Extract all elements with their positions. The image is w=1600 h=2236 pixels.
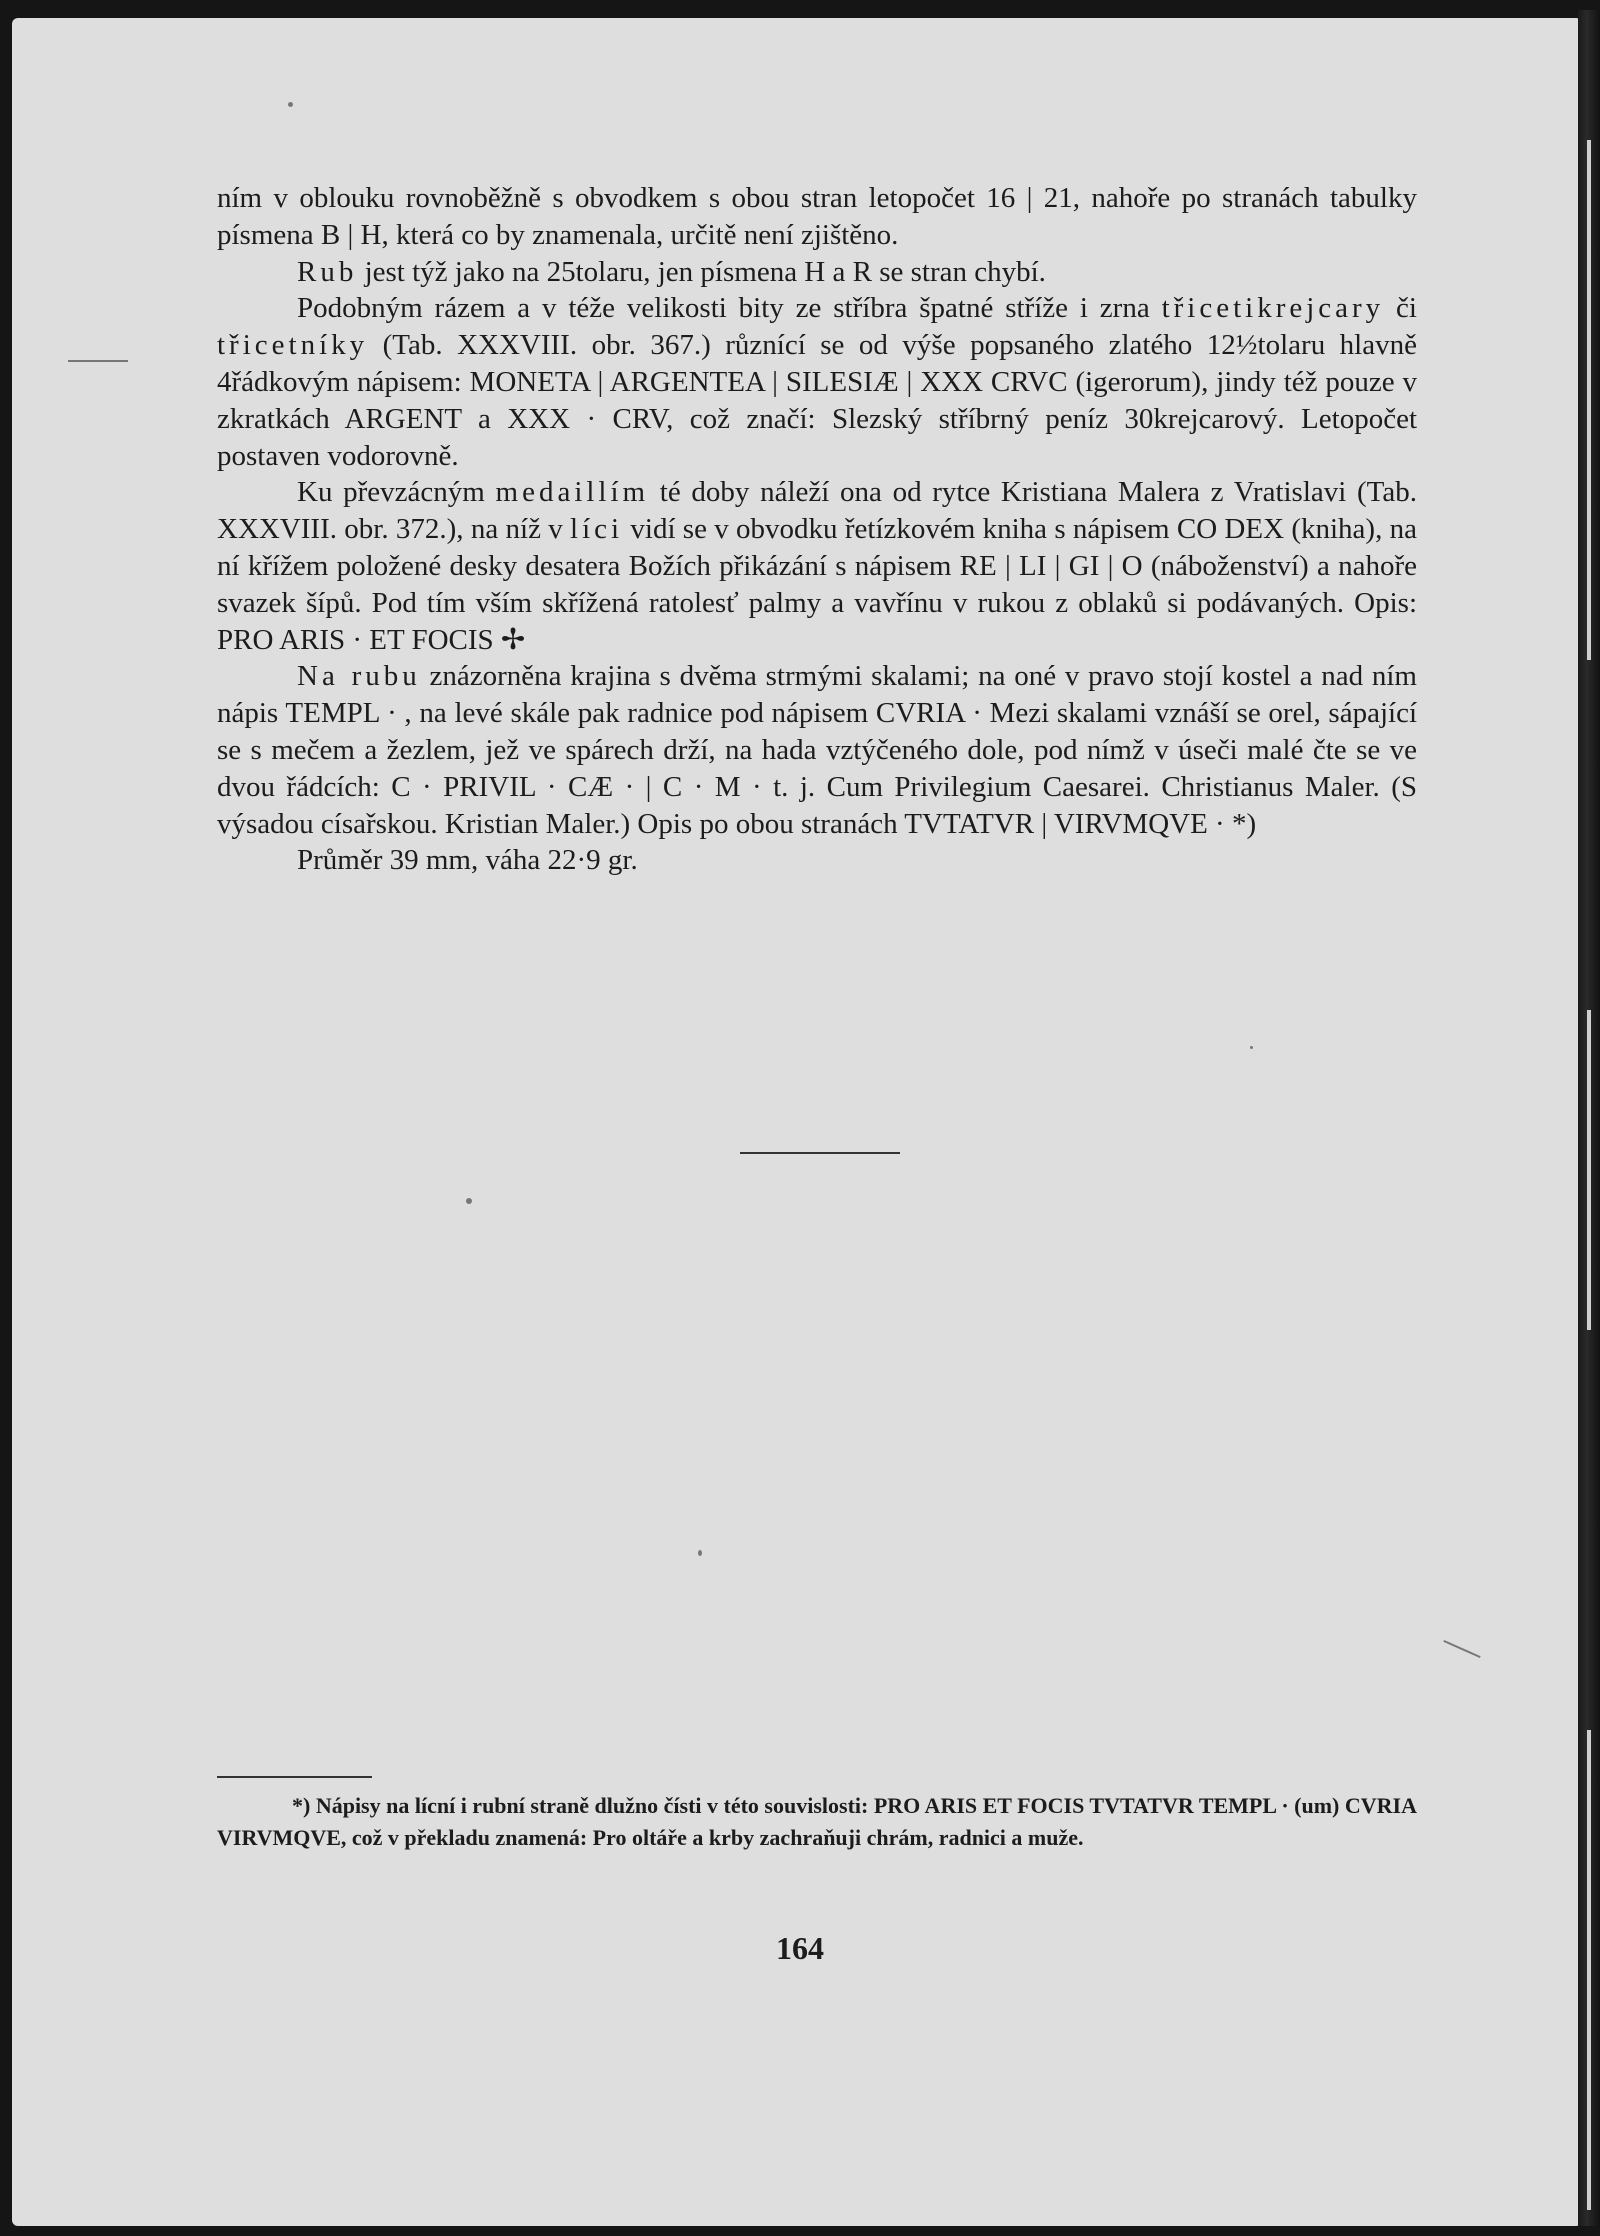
text-segment: Ku převzácným xyxy=(297,476,496,509)
paragraph xyxy=(217,658,1417,842)
paragraph xyxy=(217,290,1417,474)
footnote-rule xyxy=(217,1776,372,1778)
text-segment: ním v oblouku rovnoběžně s obvodkem s obou stran letopočet 16 | 21, nahoře po stranách tabulky písmena B | H, která co by znamenala, určitě není zjištěno. xyxy=(217,182,1417,251)
text-segment: znázorněna krajina s dvěma strmými skalami; na oné v pravo stojí kostel a nad ním nápis TEMPL · , na levé skále pak radnice pod nápisem CVRIA · Mezi skalami vznáší se orel, sápající se s mečem a žezlem, jež ve spárech drží, na hada vztýčeného dole, pod nímž v úseči malé čte se ve dvou řádcích: C · PRIVIL · CÆ · | C · M · t. j. Cum Privilegium Caesarei. Christianus Maler. (S výsadou císařskou. Kristian Maler.) Opis po obou stranách TVTATVR | VIRVMQVE · *) xyxy=(217,660,1417,840)
page-edge xyxy=(1578,10,1600,2226)
text-segment: vidí se v obvodku řetízkovém kniha s nápisem CO DEX (kniha), na ní křížem položené desky desatera Božích přikázání s nápisem RE | LI | GI | O (náboženství) a nahoře svazek šípů. Pod tím vším skřížená ratolesť palmy a vavřínu v rukou z oblaků si podávaných. Opis: PRO ARIS · ET FOCIS ✢ xyxy=(217,513,1417,656)
paragraph xyxy=(217,180,1417,254)
text-segment: Průměr 39 mm, váha 22·9 gr. xyxy=(297,844,638,877)
paragraph xyxy=(217,254,1417,291)
page-number: 164 xyxy=(776,1930,824,1966)
text-segment: jest týž jako na 25tolaru, jen písmena H a R se stran chybí. xyxy=(357,255,1046,288)
body-text xyxy=(217,180,1417,879)
page-speck xyxy=(288,102,293,107)
margin-mark xyxy=(68,360,128,362)
page-speck xyxy=(466,1198,472,1204)
margin-mark xyxy=(1443,1640,1480,1658)
footnote: *) Nápisy na lícní i rubní straně dlužno čísti v této souvislosti: PRO ARIS ET FOCIS TVTATVR TEMPL · (um) CVRIA VIRVMQVE, což v překladu znamená: Pro oltáře a krby zachraňuji chrám, radnici a muže. xyxy=(217,1793,1417,1850)
text-segment: té doby náleží ona od rytce Kristiana Malera z Vratislavi (Tab. XXXVIII. obr. 372.), na níž v xyxy=(217,476,1417,546)
spaced-emphasis: Na rubu xyxy=(297,660,421,693)
text-segment: Podobným rázem a v téže velikosti bity ze stříbra špatné stříže i zrna xyxy=(297,292,1162,325)
spaced-emphasis: líci xyxy=(570,513,624,546)
paragraph xyxy=(217,842,1417,879)
spaced-emphasis: třicetikrejcary xyxy=(1161,292,1385,325)
text-segment: či xyxy=(1384,292,1417,325)
spaced-emphasis: třicetníky xyxy=(217,329,369,362)
page-speck xyxy=(698,1550,702,1556)
page-speck xyxy=(1250,1046,1253,1049)
paragraph xyxy=(217,474,1417,658)
spaced-emphasis: Rub xyxy=(297,255,358,288)
spaced-emphasis: medaillím xyxy=(495,476,650,509)
section-divider xyxy=(740,1152,900,1154)
text-segment: (Tab. XXXVIII. obr. 367.) různící se od výše popsaného zlatého 12½tolaru hlavně 4řádkovým nápisem: MONETA | ARGENTEA | SILESIÆ | XXX CRVC (igerorum), jindy též pouze v zkratkách ARGENT a XXX · CRV, což značí: Slezský stříbrný peníz 30krejcarový. Letopočet postaven vodorovně. xyxy=(217,329,1417,472)
